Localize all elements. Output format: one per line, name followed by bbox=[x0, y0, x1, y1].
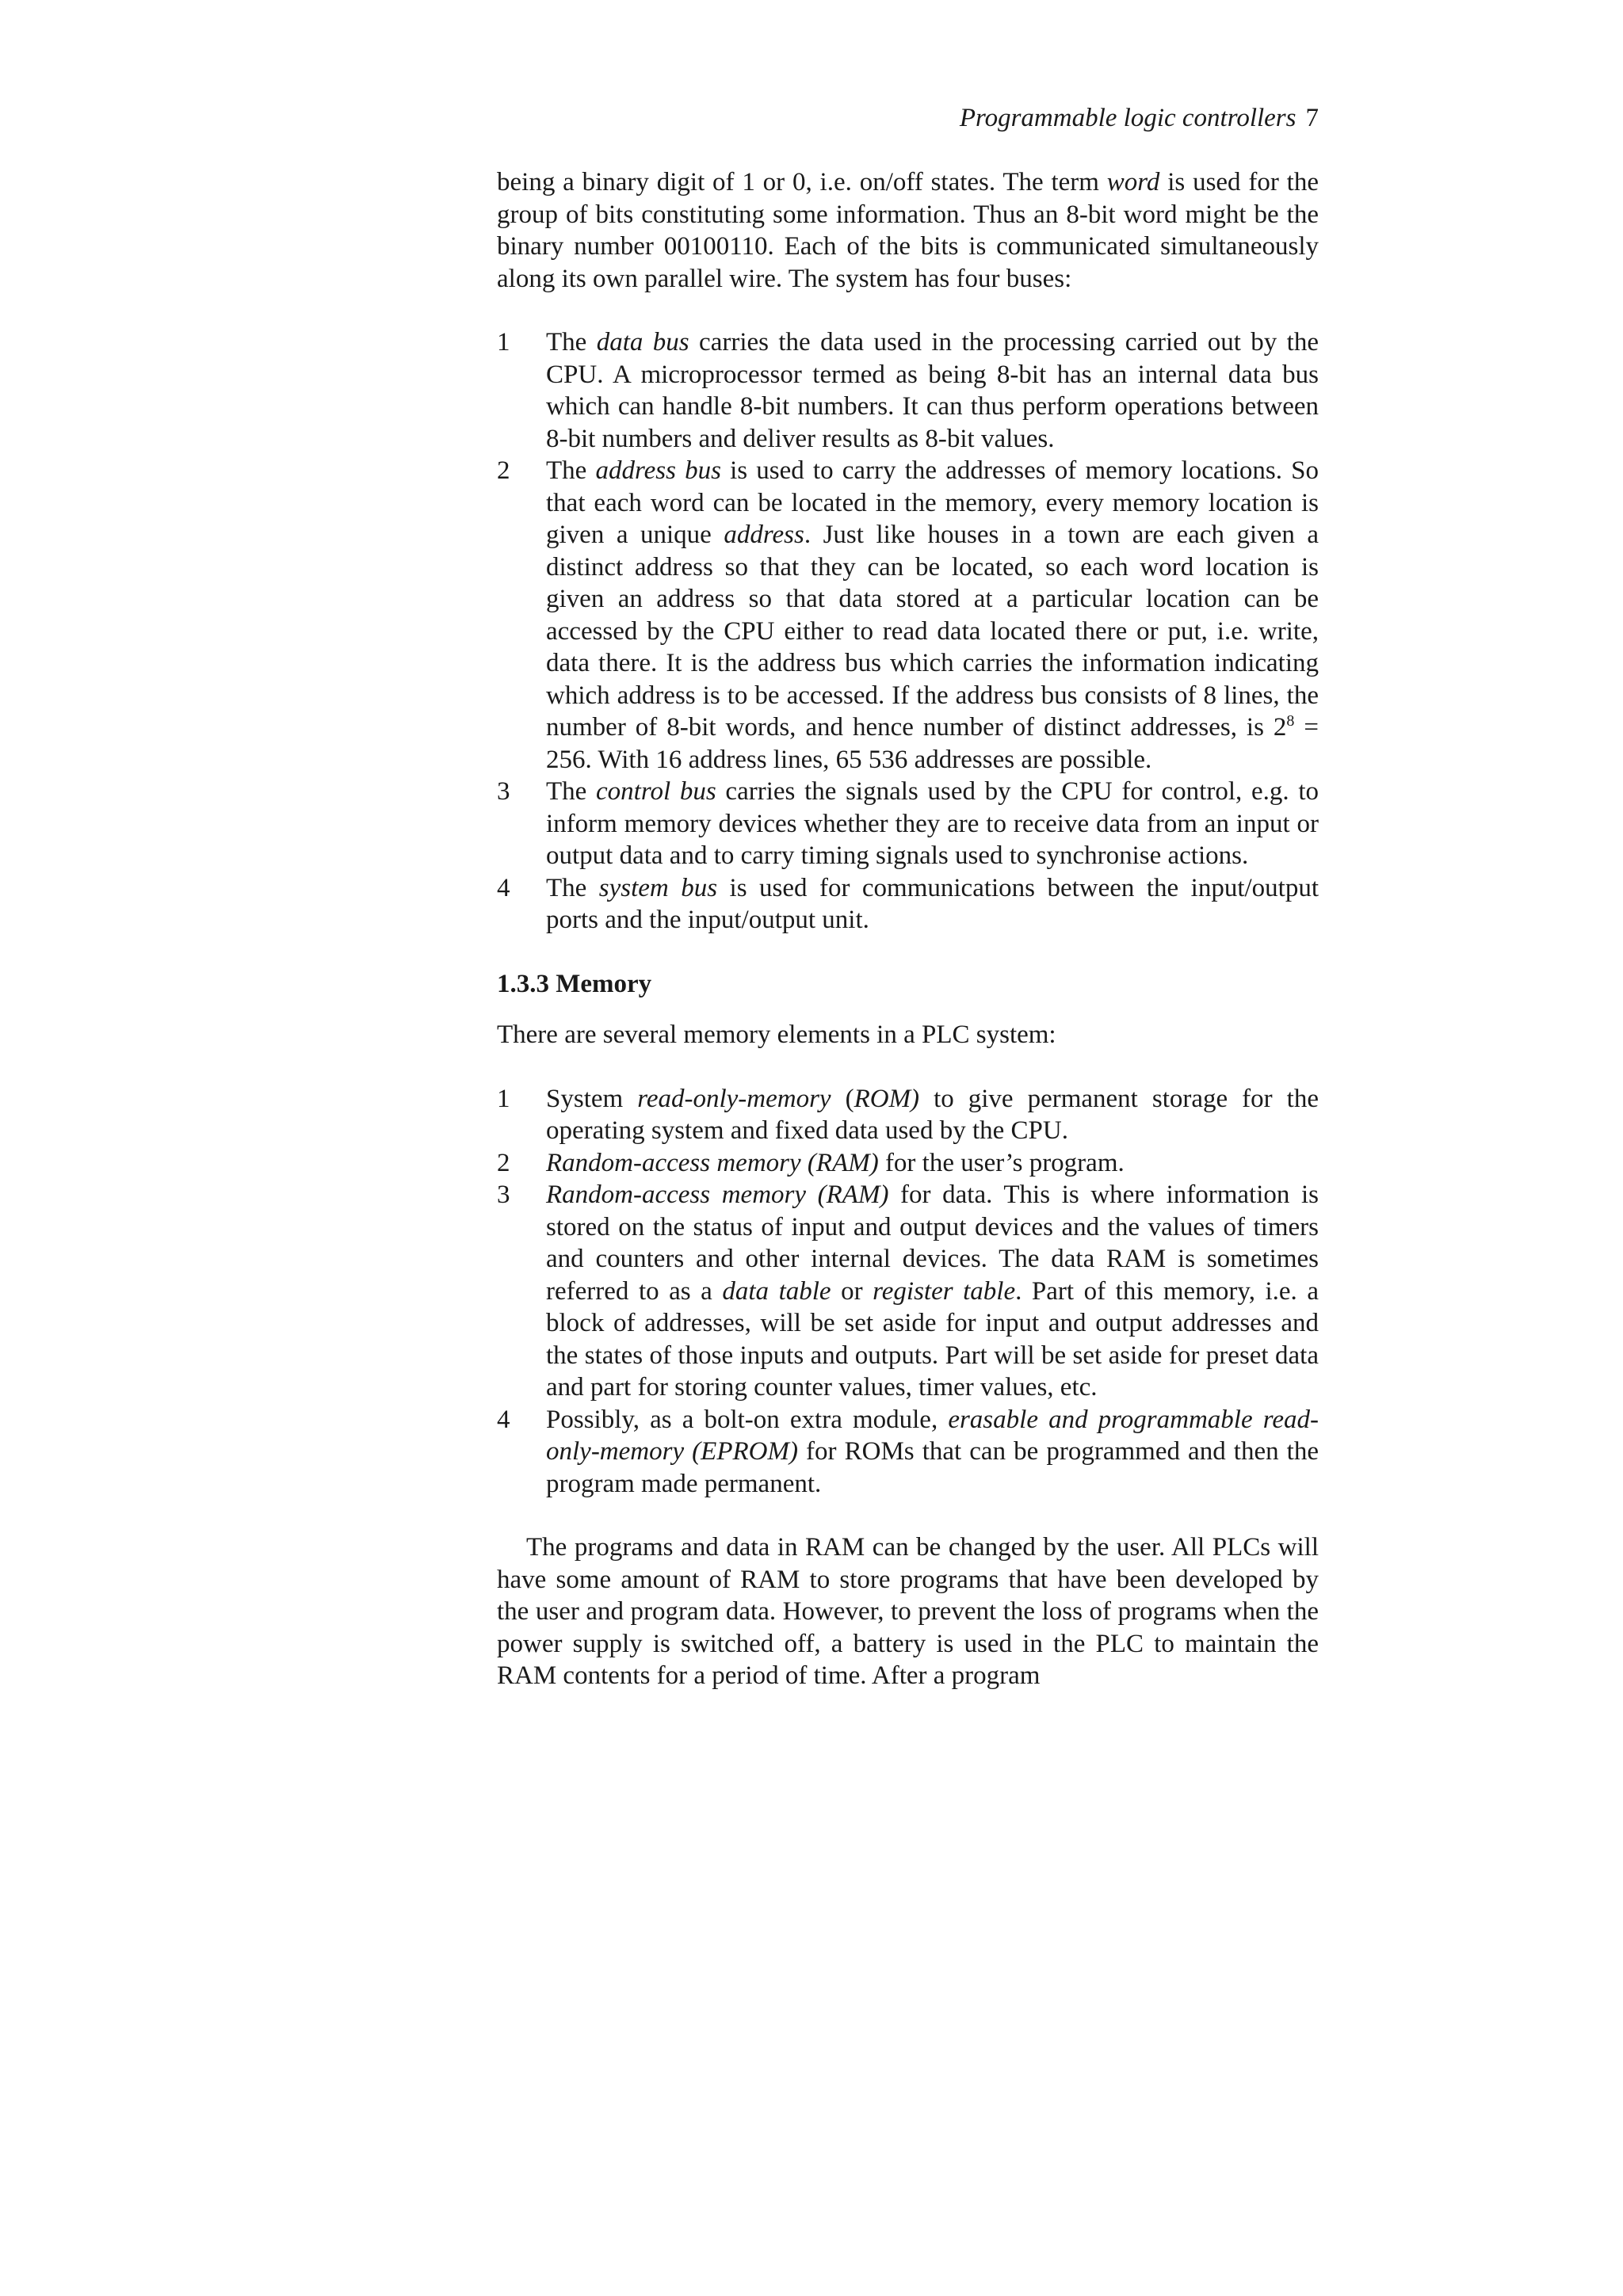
list-item-address-bus: 2 The address bus is used to carry the addresses of memory locations. So that each word can be located in the memory, every memory location is given a unique address. Just like houses in a town are each given a distinct address so that they can be located, so each word location is given an address so that data stored at a particular location can be accessed by the CPU either to read data located there or put, i.e. write, data there. It is the address bus which carries the information indicating which address is to be accessed. If the address bus consists of 8 lines, the number of 8-bit words, and hence number of distinct addresses, is $2^8 = 256$. With 16 address lines, 65 536 addresses are possible. bbox=[497, 456, 1319, 774]
list-item-system-bus: 4 The system bus is used for communications between the input/output ports and the input/output unit. bbox=[497, 873, 1319, 934]
list-item-ram-data: 3 Random-access memory (RAM) for data. This is where information is stored on the status of input and output devices and the values of timers and counters and other internal devices. The data RAM is sometimes referred to as a data table or register table. Part of this memory, i.e. a block of addresses, will be set aside for input and output addresses and the states of those inputs and outputs. Part will be set aside for preset data and part for storing counter values, timer values, etc. bbox=[497, 1180, 1319, 1402]
list-number: 1 bbox=[497, 328, 510, 357]
list-number: 2 bbox=[497, 456, 510, 485]
running-header bbox=[960, 105, 1319, 132]
closing-paragraph: The programs and data in RAM can be changed by the user. All PLCs will have some amount of RAM to store programs that have been developed by the user and program data. However, to prevent the loss of programs when the power supply is switched off, a battery is used in the PLC to maintain the RAM contents for a period of time. After a program bbox=[497, 1533, 1319, 1690]
list-number: 1 bbox=[497, 1084, 510, 1113]
list-number: 4 bbox=[497, 873, 510, 902]
list-number: 3 bbox=[497, 1180, 510, 1209]
page-number: 7 bbox=[1305, 104, 1319, 132]
running-title: Programmable logic controllers bbox=[959, 104, 1296, 132]
list-item-control-bus: 3 The control bus carries the signals used by the CPU for control, e.g. to inform memory devices whether they are to receive data from an input or output data and to carry timing signals used to synchronise actions. bbox=[497, 777, 1319, 870]
list-number: 2 bbox=[497, 1148, 510, 1177]
list-item-eprom: 4 Possibly, as a bolt-on extra module, erasable and programmable read-only-memory (EPROM) for ROMs that can be programmed and then the program made permanent. bbox=[497, 1405, 1319, 1498]
exponent: 8 bbox=[1286, 712, 1295, 730]
list-number: 3 bbox=[497, 777, 510, 806]
memory-lead-paragraph: There are several memory elements in a PLC system: bbox=[497, 1020, 1056, 1049]
section-heading: 1.3.3 Memory bbox=[497, 969, 652, 998]
list-item-data-bus: 1 The data bus carries the data used in the processing carried out by the CPU. A microprocessor termed as being 8-bit has an internal data bus which can handle 8-bit numbers. It can thus perform operations between 8-bit numbers and deliver results as 8-bit values. bbox=[497, 328, 1319, 453]
list-item-rom: 1 System read-only-memory (ROM) to give permanent storage for the operating system and fixed data used by the CPU. bbox=[497, 1084, 1319, 1145]
list-item-ram-program: 2 Random-access memory (RAM) for the user’s program. bbox=[497, 1147, 1319, 1180]
intro-paragraph: being a binary digit of 1 or 0, i.e. on/off states. The term word is used for the group of bits constituting some information. Thus an 8-bit word might be the binary number 00100110. Each of the bits is communicated simultaneously along its own parallel wire. The system has four buses: bbox=[497, 168, 1319, 293]
memory-list bbox=[497, 1083, 1319, 1501]
list-number: 4 bbox=[497, 1405, 510, 1434]
term-word: word bbox=[1106, 168, 1160, 196]
bus-list bbox=[497, 326, 1319, 936]
text-column bbox=[497, 166, 1319, 1692]
